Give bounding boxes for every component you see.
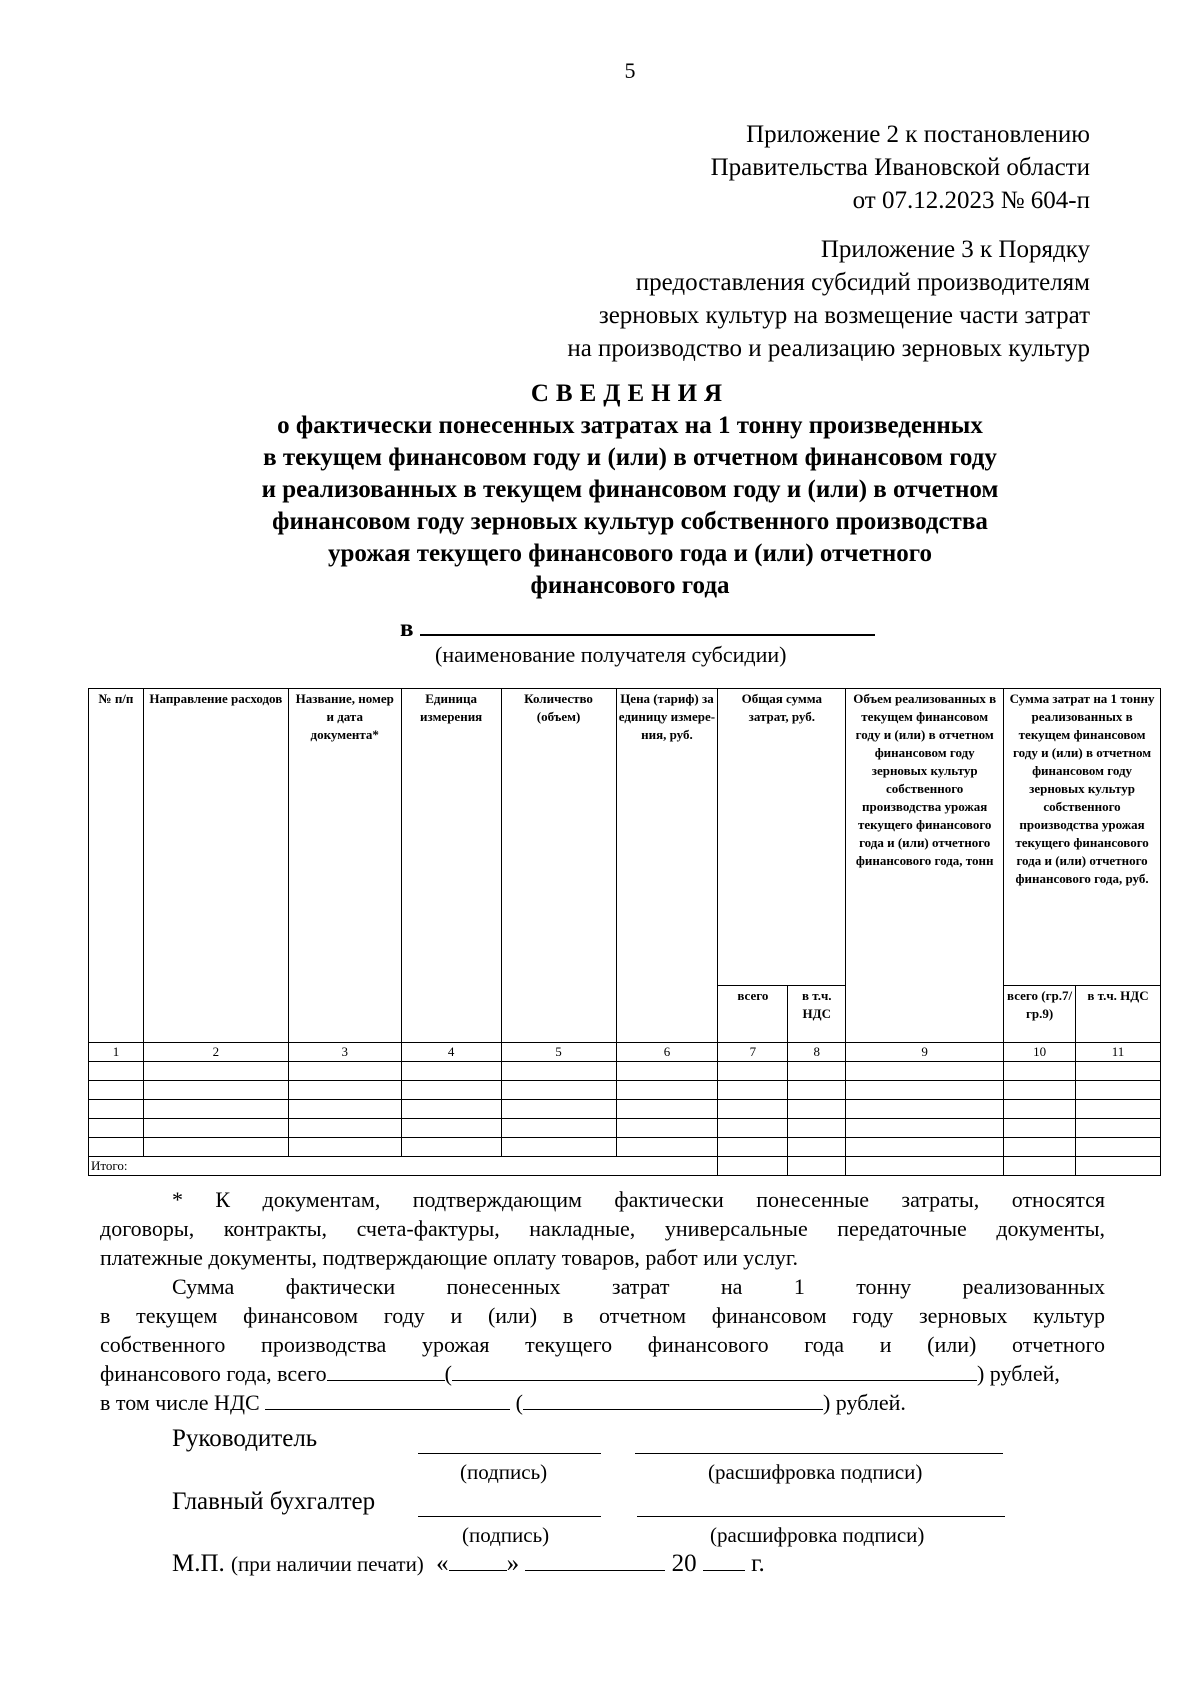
header-c1011: Сумма затрат на 1 тонну реализованных в текущем финансовом году и (или) в отчетном финансовом году зерновых культур собственного производства урожая текущего финансового года и (или) отчетного финансового года, руб. bbox=[1004, 689, 1161, 986]
column-number-row bbox=[89, 1043, 1161, 1062]
col-number: 11 bbox=[1076, 1043, 1161, 1062]
date-month-blank[interactable] bbox=[525, 1550, 665, 1571]
title-line: финансовом году зерновых культур собственного производства bbox=[272, 508, 988, 535]
sign-hint: (подпись) bbox=[460, 1460, 548, 1484]
footnote-line: * К документам, подтверждающим фактически понесенные затраты, относятся bbox=[172, 1187, 1105, 1212]
page-number: 5 bbox=[624, 58, 636, 83]
appendix-decree bbox=[711, 118, 1090, 217]
document-title bbox=[150, 378, 1110, 602]
header-c78: Общая сумма затрат, руб. bbox=[718, 689, 846, 986]
header-c6: Цена (тариф) за единицу измере-ния, руб. bbox=[616, 689, 718, 1043]
col-number: 3 bbox=[288, 1043, 401, 1062]
col-number: 8 bbox=[788, 1043, 846, 1062]
date-year-blank[interactable] bbox=[703, 1550, 745, 1571]
header-c3: Название, номер и дата документа* bbox=[288, 689, 401, 1043]
header-c5: Количество (объем) bbox=[501, 689, 616, 1043]
col-number: 10 bbox=[1004, 1043, 1076, 1062]
seal-note: (при наличии печати) bbox=[231, 1552, 424, 1576]
header-c10: всего (гр.7/ гр.9) bbox=[1004, 986, 1076, 1043]
recipient-blank[interactable] bbox=[420, 612, 875, 636]
decode-hint: (расшифровка подписи) bbox=[710, 1523, 925, 1547]
header-c2: Направление расходов bbox=[143, 689, 288, 1043]
footnote-line: договоры, контракты, счета-фактуры, накладные, универсальные передаточные документы, bbox=[100, 1216, 1105, 1241]
footnote bbox=[100, 1185, 1105, 1272]
title-line: в текущем финансовом году и (или) в отчетном финансовом году bbox=[263, 444, 997, 471]
table-row[interactable] bbox=[89, 1138, 1161, 1157]
table-row[interactable] bbox=[89, 1081, 1161, 1100]
header-c11: в т.ч. НДС bbox=[1076, 986, 1161, 1043]
col-number: 9 bbox=[846, 1043, 1004, 1062]
col-number: 4 bbox=[401, 1043, 501, 1062]
table-total-row bbox=[89, 1157, 1161, 1176]
expenses-table bbox=[88, 688, 1161, 1176]
recipient-prefix: в bbox=[400, 615, 414, 642]
total-amount-blank[interactable] bbox=[327, 1360, 445, 1381]
summary-line: в текущем финансовом году и (или) в отчетном финансовом году зерновых культур bbox=[100, 1303, 1105, 1328]
head-decode-blank[interactable] bbox=[635, 1431, 1003, 1454]
seal-label: М.П. bbox=[172, 1550, 225, 1577]
summary-paragraph bbox=[100, 1272, 1105, 1417]
footnote-line: платежные документы, подтверждающие оплату товаров, работ или услуг. bbox=[100, 1245, 798, 1270]
recipient-field bbox=[400, 612, 875, 643]
title-line: финансового года bbox=[530, 572, 730, 599]
title-line: о фактически понесенных затратах на 1 тонну произведенных bbox=[277, 412, 983, 439]
seal-date-line: М.П. (при наличии печати) « » 20 г. bbox=[172, 1550, 765, 1577]
col-number: 7 bbox=[718, 1043, 788, 1062]
year-prefix: 20 bbox=[671, 1550, 697, 1577]
header-c4: Единица измерения bbox=[401, 689, 501, 1043]
appendix-order-line: на производство и реализацию зерновых культур bbox=[567, 335, 1090, 362]
summary-total-line: финансового года, всего ( ) рублей, bbox=[100, 1361, 1060, 1386]
accountant-signature-blank[interactable] bbox=[418, 1494, 601, 1517]
table-row[interactable] bbox=[89, 1100, 1161, 1119]
header-c7: всего bbox=[718, 986, 788, 1043]
appendix-order-line: зерновых культур на возмещение части затрат bbox=[598, 302, 1090, 329]
col-number: 2 bbox=[143, 1043, 288, 1062]
accountant-label: Главный бухгалтер bbox=[172, 1488, 376, 1515]
appendix-order bbox=[567, 233, 1090, 365]
recipient-hint: (наименование получателя субсидии) bbox=[435, 642, 787, 667]
appendix-order-line: Приложение 3 к Порядку bbox=[820, 236, 1090, 263]
total-label: Итого: bbox=[89, 1157, 718, 1176]
date-day-blank[interactable] bbox=[449, 1550, 507, 1571]
summary-line: собственного производства урожая текущего финансового года и (или) отчетного bbox=[100, 1332, 1105, 1357]
accountant-decode-blank[interactable] bbox=[637, 1494, 1005, 1517]
title-line: и реализованных в текущем финансовом году и (или) в отчетном bbox=[261, 476, 999, 503]
header-c9: Объем реализованных в текущем финансовом году и (или) в отчетном финансовом году зерновых культур собственного производства урожая текущего финансового года и (или) отчетного финансового года, тонн bbox=[846, 689, 1004, 1043]
appendix-decree-line: Приложение 2 к постановлению bbox=[746, 121, 1090, 148]
table-row[interactable] bbox=[89, 1062, 1161, 1081]
summary-vat-line: в том числе НДС ( ) рублей. bbox=[100, 1390, 906, 1415]
title-line: урожая текущего финансового года и (или) отчетного bbox=[328, 540, 932, 567]
total-amount-words-blank[interactable] bbox=[452, 1360, 977, 1381]
col-number: 6 bbox=[616, 1043, 718, 1062]
head-label: Руководитель bbox=[172, 1425, 318, 1452]
appendix-decree-line: Правительства Ивановской области bbox=[710, 154, 1090, 181]
appendix-order-line: предоставления субсидий производителям bbox=[635, 269, 1090, 296]
summary-line: Сумма фактически понесенных затрат на 1 тонну реализованных bbox=[172, 1274, 1105, 1299]
header-c8: в т.ч. НДС bbox=[788, 986, 846, 1043]
vat-amount-blank[interactable] bbox=[265, 1389, 510, 1410]
col-number: 5 bbox=[501, 1043, 616, 1062]
head-signature-blank[interactable] bbox=[418, 1431, 601, 1454]
vat-amount-words-blank[interactable] bbox=[523, 1389, 823, 1410]
table-row[interactable] bbox=[89, 1119, 1161, 1138]
header-c1: № п/п bbox=[89, 689, 144, 1043]
col-number: 1 bbox=[89, 1043, 144, 1062]
sign-hint: (подпись) bbox=[462, 1523, 550, 1547]
appendix-decree-line: от 07.12.2023 № 604-п bbox=[852, 187, 1090, 214]
title-heading: СВЕДЕНИЯ bbox=[530, 380, 730, 407]
table-header-row bbox=[89, 689, 1161, 986]
decode-hint: (расшифровка подписи) bbox=[708, 1460, 923, 1484]
